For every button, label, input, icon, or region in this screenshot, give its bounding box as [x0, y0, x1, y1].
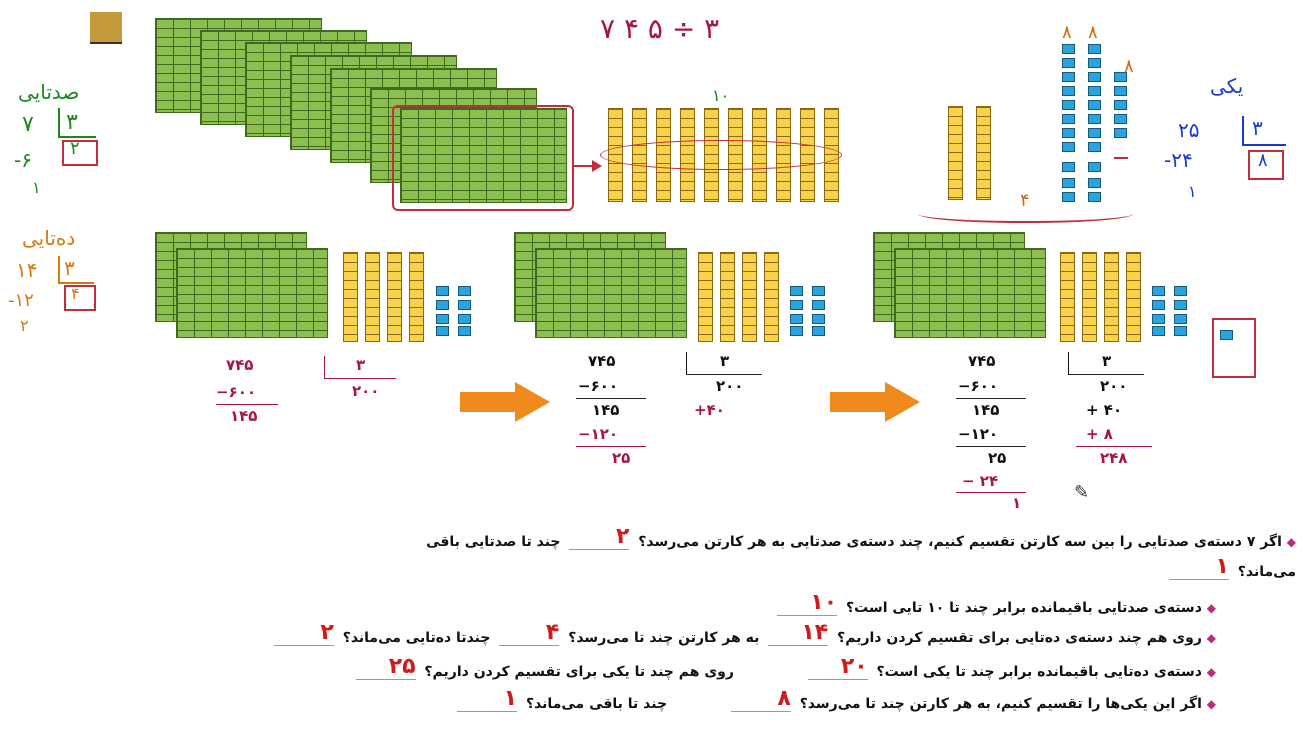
question-2 [773, 590, 1216, 616]
calc2-div-line [686, 374, 762, 375]
hundreds-sub: -۶ [14, 148, 32, 172]
hundreds-quotient: ۲ [70, 138, 80, 159]
calc1-quotient: ۲۰۰ [352, 382, 380, 400]
question-5-text: اگر این یکی‌ها را تقسیم کنیم، به هر کارتن چند تا می‌رسد؟ [799, 696, 1202, 712]
calc2-q1: ۲۰۰ [716, 377, 744, 395]
calc3-line3 [956, 492, 1026, 493]
question-3-answer-b: ۴ [545, 620, 560, 645]
next-arrow-icon-2 [830, 382, 920, 422]
ones-quotient: ۸ [1258, 150, 1268, 171]
calc2-sub2: −۱۲۰ [578, 425, 619, 443]
hundreds-remainder: ۱ [32, 178, 41, 197]
calc2-line2 [576, 446, 646, 447]
red-arrow-head [592, 160, 602, 172]
bullet-icon: ◆ [1206, 601, 1216, 615]
calc3-q4: ۲۴۸ [1100, 449, 1128, 467]
hundreds-calc-bar [58, 108, 60, 138]
question-3-answer-c: ۲ [320, 620, 334, 645]
calc3-q2: + ۴۰ [1086, 401, 1123, 419]
bullet-icon: ◆ [1206, 631, 1216, 645]
next-arrow-icon [460, 382, 550, 422]
ones-calc-dividend: ۲۵ [1178, 118, 1200, 142]
hundreds-calc-divisor: ۳ [66, 110, 78, 135]
calc1-divisor: ۳ [356, 356, 366, 374]
question-3-blank-b[interactable] [499, 620, 559, 646]
question-4-blank[interactable] [808, 654, 868, 680]
question-3-text-b: به هر کارتن چند تا می‌رسد؟ [568, 630, 760, 646]
calc3-r3: ۱ [1012, 494, 1022, 512]
calc1-line [216, 404, 278, 405]
calc1-remainder: ۱۴۵ [230, 407, 258, 425]
calc2-sub1: −۶۰۰ [578, 377, 619, 395]
calc3-divisor: ۳ [1102, 352, 1112, 370]
ones-label: یکی [1210, 74, 1244, 98]
calc3-line1 [956, 398, 1026, 399]
question-3 [270, 620, 1216, 646]
question-5-blank-b[interactable] [457, 686, 517, 712]
pencil-cursor-icon: ✎ [1074, 482, 1090, 503]
remainder-box [1212, 318, 1256, 378]
calc2-divisor: ۳ [720, 352, 730, 370]
bookmark-icon [90, 12, 122, 44]
question-5-answer: ۸ [777, 686, 791, 711]
question-1-text-b: چند تا صدتایی باقی [426, 534, 561, 550]
calc3-sub3: − ۲۴ [962, 472, 999, 490]
tens-calc-dividend: ۱۴ [16, 258, 38, 282]
ones-calc-divisor: ۳ [1252, 116, 1263, 140]
question-1-cont-text: می‌ماند؟ [1237, 564, 1296, 580]
question-1-text: اگر ۷ دسته‌ی صدتایی را بین سه کارتن تقسیم کنیم، چند دسته‌ی صدتایی به هر کارتن می‌رسد؟ [638, 534, 1282, 550]
question-1-cont-blank[interactable] [1169, 554, 1229, 580]
question-1 [426, 524, 1296, 550]
question-1-cont [1165, 554, 1296, 580]
calc3-sub2: −۱۲۰ [958, 425, 999, 443]
question-2-text: دسته‌ی صدتایی باقیمانده برابر چند تا ۱۰ تایی است؟ [846, 600, 1202, 616]
question-5 [453, 686, 1216, 712]
calc3-q1: ۲۰۰ [1100, 377, 1128, 395]
ones-remainder: ۱ [1188, 182, 1197, 201]
tens-label: ده‌تایی [22, 226, 76, 250]
tens-answer-box [64, 285, 96, 311]
question-1-blank[interactable] [569, 524, 629, 550]
question-1-cont-answer: ۱ [1215, 554, 1229, 579]
question-3-text: روی هم چند دسته‌ی ده‌تایی برای تقسیم کردن داریم؟ [837, 630, 1202, 646]
ones-sub: -۲۴ [1164, 148, 1193, 172]
question-3-answer: ۱۴ [801, 620, 829, 645]
ones-count-b: ۸ [1088, 22, 1098, 43]
hundreds-label: صدتایی [18, 80, 80, 104]
tens-count-label: ۱۰ [712, 86, 730, 105]
calc2-r1: ۱۴۵ [592, 401, 620, 419]
question-3-blank[interactable] [768, 620, 828, 646]
ones-calc-bar [1242, 116, 1244, 146]
question-3-blank-c[interactable] [274, 620, 334, 646]
calc3-sub1: −۶۰۰ [958, 377, 999, 395]
tens-sub: -۱۲ [8, 290, 34, 311]
calc1-div-bar [324, 356, 325, 378]
calc1-div-line [324, 378, 396, 379]
calc2-div-bar [686, 352, 687, 374]
ones-count-d: ۴ [1020, 190, 1030, 211]
calc3-q3: + ۸ [1086, 425, 1113, 443]
question-4-answer-b: ۲۵ [388, 654, 416, 679]
tens-remainder: ۲ [20, 316, 29, 335]
question-4-answer: ۲۰ [840, 654, 868, 679]
calc2-dividend: ۷۴۵ [588, 352, 616, 370]
question-4 [352, 654, 1216, 680]
tens-calc-bar [58, 256, 60, 284]
question-3-text-c: چندتا ده‌تایی می‌ماند؟ [342, 630, 491, 646]
question-5-blank[interactable] [731, 686, 791, 712]
question-2-answer: ۱۰ [810, 590, 838, 615]
hundreds-answer-box [62, 140, 98, 166]
calc2-line1 [576, 398, 646, 399]
question-4-text-b: روی هم چند تا یکی برای تقسیم کردن داریم؟ [424, 664, 734, 680]
rods-ellipse [600, 140, 842, 170]
bullet-icon: ◆ [1286, 535, 1296, 549]
question-5-answer-b: ۱ [503, 686, 518, 711]
calc3-r1: ۱۴۵ [972, 401, 1000, 419]
question-5-text-b: چند تا باقی می‌ماند؟ [525, 696, 668, 712]
calc1-sub: −۶۰۰ [216, 383, 257, 401]
red-dash [1114, 157, 1128, 159]
hundreds-calc-dividend: ۷ [22, 112, 34, 137]
ones-count-a: ۸ [1062, 22, 1072, 43]
calc3-line2 [956, 446, 1026, 447]
bullet-icon: ◆ [1206, 697, 1216, 711]
calc3-q-line [1076, 446, 1152, 447]
red-arrow-icon [574, 165, 594, 167]
calc2-q2: +۴۰ [694, 401, 725, 419]
question-2-blank[interactable] [777, 590, 837, 616]
question-1-answer: ۲ [615, 524, 630, 549]
highlight-box [392, 105, 574, 211]
calc2-r2: ۲۵ [612, 449, 631, 467]
calc3-div-line [1068, 374, 1144, 375]
question-4-blank-b[interactable] [356, 654, 416, 680]
calc3-r2: ۲۵ [988, 449, 1007, 467]
calc3-dividend: ۷۴۵ [968, 352, 996, 370]
tens-quotient: ۴ [71, 284, 80, 303]
tens-calc-divisor: ۳ [64, 256, 75, 280]
ones-calc-hline [1242, 144, 1286, 146]
calc3-div-bar [1068, 352, 1069, 374]
calc1-dividend: ۷۴۵ [226, 356, 254, 374]
question-4-text: دسته‌ی ده‌تایی باقیمانده برابر چند تا یکی است؟ [876, 664, 1202, 680]
top-division-note: ۷ ۴ ۵ ÷ ۳ [600, 12, 720, 45]
ones-count-c: ۸ [1124, 56, 1134, 77]
bullet-icon: ◆ [1206, 665, 1216, 679]
